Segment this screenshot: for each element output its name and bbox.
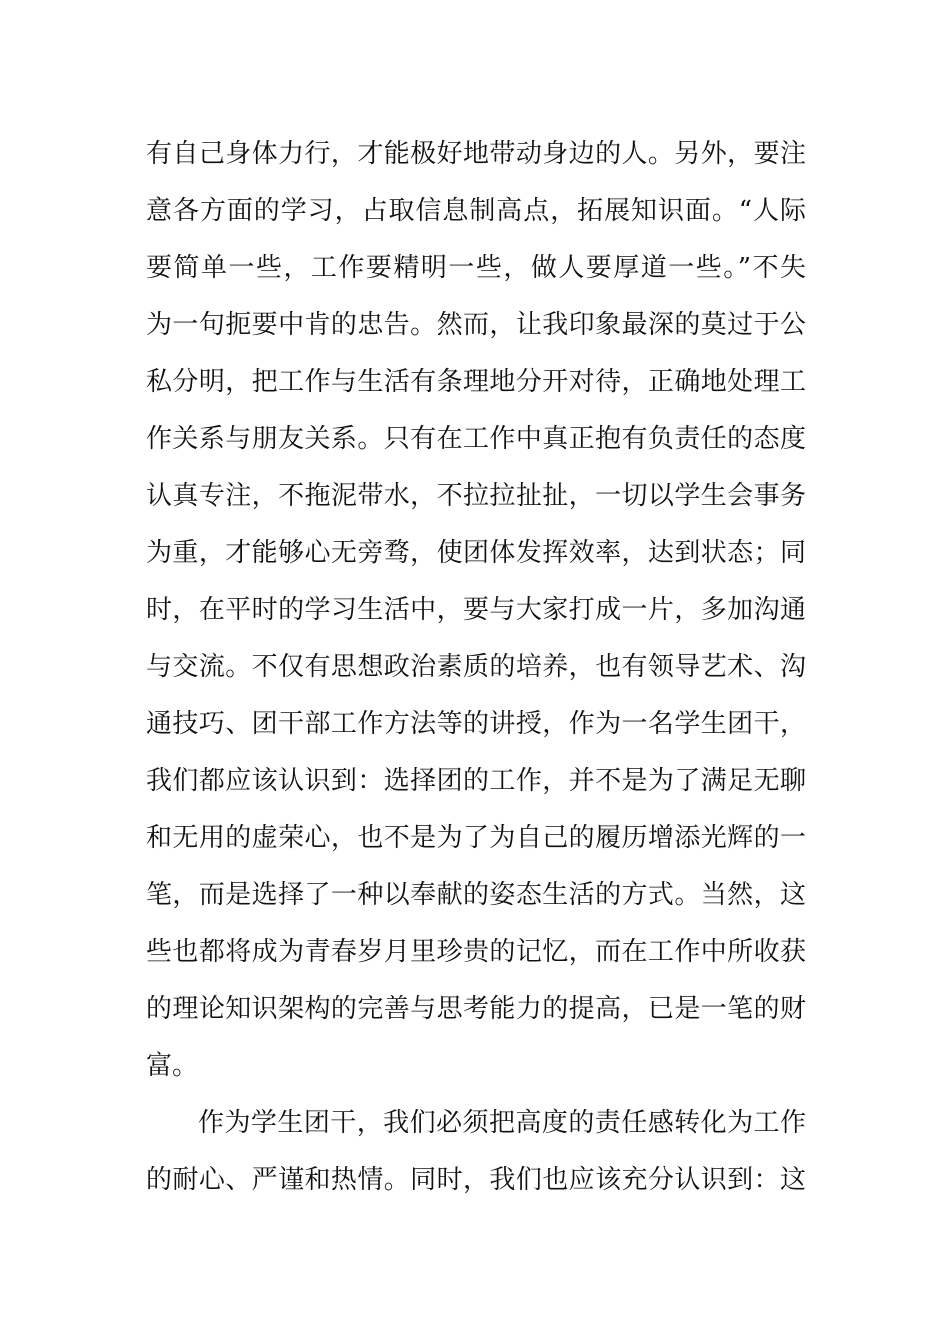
text-line: 要简单一些，工作要精明一些，做人要厚道一些。”不失 [146,253,806,283]
text-line: 和无用的虚荣心，也不是为了为自己的履历增添光辉的一 [146,823,806,853]
paragraph-1 [146,126,806,1095]
text-line: 私分明，把工作与生活有条理地分开对待，正确地处理工 [146,367,806,397]
text-line: 有自己身体力行，才能极好地带动身边的人。另外，要注 [146,139,806,169]
text-line: 富。 [146,1051,199,1081]
text-line: 为重，才能够心无旁骛，使团体发挥效率，达到状态；同 [146,538,806,568]
text-line: 为一句扼要中肯的忠告。然而，让我印象最深的莫过于公 [146,310,806,340]
text-line: 意各方面的学习，占取信息制高点，拓展知识面。“人际 [146,196,806,226]
paragraph-2 [146,1095,806,1209]
text-line: 笔，而是选择了一种以奉献的姿态生活的方式。当然，这 [146,880,806,910]
text-line: 作关系与朋友关系。只有在工作中真正抱有负责任的态度 [146,424,806,454]
text-line: 些也都将成为青春岁月里珍贵的记忆，而在工作中所收获 [146,937,806,967]
text-line: 的理论知识架构的完善与思考能力的提高，已是一笔的财 [146,994,806,1024]
text-line: 通技巧、团干部工作方法等的讲授，作为一名学生团干， [146,709,806,739]
text-line: 我们都应该认识到：选择团的工作，并不是为了满足无聊 [146,766,806,796]
text-line: 的耐心、严谨和热情。同时，我们也应该充分认识到：这 [146,1165,806,1195]
text-line: 作为学生团干，我们必须把高度的责任感转化为工作 [198,1108,806,1138]
document-body [146,126,806,1209]
text-line: 时，在平时的学习生活中，要与大家打成一片，多加沟通 [146,595,806,625]
text-line: 认真专注，不拖泥带水，不拉拉扯扯，一切以学生会事务 [146,481,806,511]
text-line: 与交流。不仅有思想政治素质的培养，也有领导艺术、沟 [146,652,806,682]
